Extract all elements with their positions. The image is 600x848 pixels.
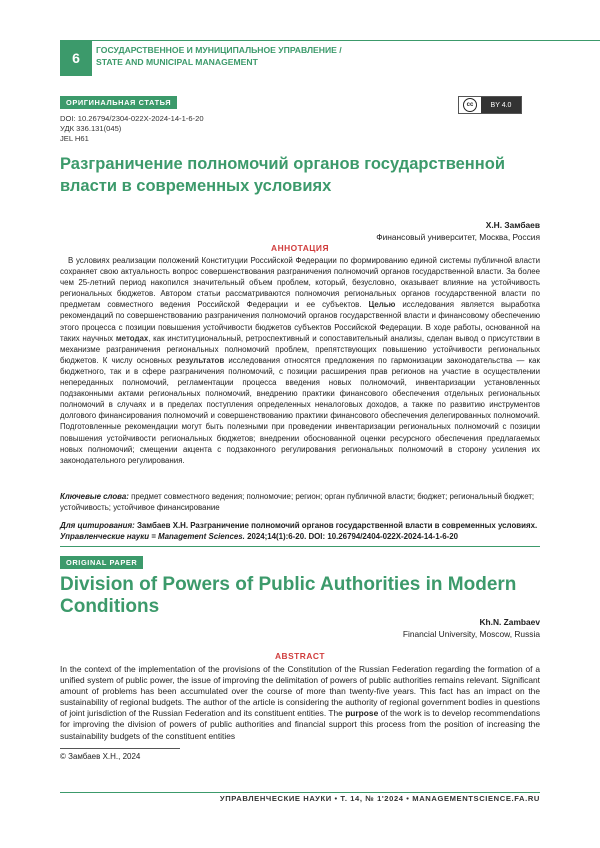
methods-label: методах [115,333,149,343]
results-label: результатов [176,355,225,365]
goal-label: Целью [368,300,396,310]
title-ru: Разграничение полномочий органов государственной власти в современных условиях [60,155,505,195]
abstract-ru [60,255,540,466]
doi[interactable]: DOI: 10.26794/2304-022X-2024-14-1-6-20 [60,114,204,123]
copyright-rule [60,748,180,749]
copyright: © Замбаев Х.Н., 2024 [60,752,141,761]
citation-ru [60,520,540,542]
abstract-ru-p2: исследования является выработка рекомендаций по совершенствованию разграничения полномочий органов государственной власти и финансовому обеспечению этого процесса с позиции повышения устойчивости бюджетов субъектов Российской Федерации. В ходе работы, основанной на таких научных [60,300,540,343]
citation-label: Для цитирования: [60,521,135,530]
license-label: BY 4.0 [481,97,521,113]
original-paper-badge: ORIGINAL PAPER [60,556,143,569]
abstract-en-p2: of the work is to develop recommendations for improving the division of powers of public authorities and financial support this process from the position of increasing the sustainability budgets of the constituent entities [60,708,541,741]
cc-license-badge[interactable] [458,96,522,114]
page-number: 6 [60,40,92,76]
section-divider [60,546,540,547]
affiliation-en: Financial University, Moscow, Russia [402,629,540,639]
section-title-line2: STATE AND MUNICIPAL MANAGEMENT [96,57,258,67]
purpose-label: purpose [345,708,379,719]
section-title-line1: ГОСУДАРСТВЕННОЕ И МУНИЦИПАЛЬНОЕ УПРАВЛЕНИЕ / [96,45,342,55]
citation-journal: Управленческие науки = Management Sciences. [60,532,245,541]
journal-section-title [96,44,342,68]
cc-icon: cc [459,97,481,113]
udk: УДК 336.131(045) [60,124,122,133]
abstract-en [60,664,540,742]
title-en: Division of Powers of Public Authorities in Modern Conditions [60,574,517,617]
footer-rule [60,792,540,793]
abstract-en-p1: In the context of the implementation of the provisions of the Constitution of the Russian Federation regarding the formation of a unified system of public power, the issue of improving the delimitation of powers of public authorities remains relevant. Significant amount of problems has been accumulated over the course of more than twenty-five years. This fact has an impact on the sustainability of regional budgets. The author of the article is considering the authority of regional government bodies in questions of joint jurisdiction of the Russian Federation and its constituent entities. The [60,664,540,719]
keywords-ru [60,491,540,513]
original-article-badge: ОРИГИНАЛЬНАЯ СТАТЬЯ [60,96,177,109]
author-ru: Х.Н. Замбаев [485,220,540,230]
author-en: Kh.N. Zambaev [479,617,540,627]
keywords-text: предмет совместного ведения; полномочие; регион; орган публичной власти; бюджет; региональный бюджет; устойчивость; устойчивое финансирование [60,492,535,512]
abstract-ru-p4: исследования относятся предложения по гармонизации законодательства — как бюджетного, так и в сфере разграничения полномочий, с позиции расширения прав регионов на участие в осуществлении непереданных полномочий, регламентации процесса введения новых полномочий, инвентаризации установленных подзаконными актами региональных полномочий, внедрению практики финансового обеспечения отдельных региональных полномочий в случаях и в пределах поступления определенных неналоговых доходов, а также по развитию инструментов долгового финансирования полномочий и совершенствованию практики финансового обеспечения делегированных полномочий. Подготовленные рекомендации могут быть полезными при проведении инвентаризации региональных полномочий с позиции повышения устойчивости региональных бюджетов; внедрении обоснованной оценки ресурсного обеспечения предлагаемых новых полномочий; смещении акцента с подзаконного регулирования региональных полномочий в сторону усиления их законодательного регулирования. [60,355,540,465]
citation-tail: 2024;14(1):6-20. DOI: 10.26794/2404-022X-2024-14-1-6-20 [247,532,459,541]
abstract-heading-en: ABSTRACT [274,651,326,661]
affiliation-ru: Финансовый университет, Москва, Россия [376,232,540,242]
journal-footer: УПРАВЛЕНЧЕСКИЕ НАУКИ • Т. 14, № 1'2024 • MANAGEMENTSCIENCE.FA.RU [219,794,540,803]
jel: JEL H61 [60,134,89,143]
abstract-ru-p1: В условиях реализации положений Конституции Российской Федерации по формированию единой системы публичной власти сохраняет свою актуальность вопрос совершенствования разграничения полномочий органов государственной власти. За более чем 25-летний период накопился значительный объем проблем, который, безусловно, оказывает влияние на устойчивость региональных бюджетов. Автором статьи рассматриваются полномочия региональных органов государственной власти по предметам совместного ведения Российской Федерации и ее субъектов. [60,256,540,310]
article-meta [60,114,204,144]
citation-text: Замбаев Х.Н. Разграничение полномочий органов государственной власти в современных условиях. [136,521,538,530]
keywords-label: Ключевые слова: [60,492,129,501]
abstract-heading-ru: АННОТАЦИЯ [271,243,329,253]
abstract-ru-p3: , как институциональный, ретроспективный и сопоставительный анализы, сделан вывод о присутствии в механизме разграничения региональных полномочий проблем, препятствующих повышению устойчивости региональных бюджетов. К числу основных [60,333,540,365]
